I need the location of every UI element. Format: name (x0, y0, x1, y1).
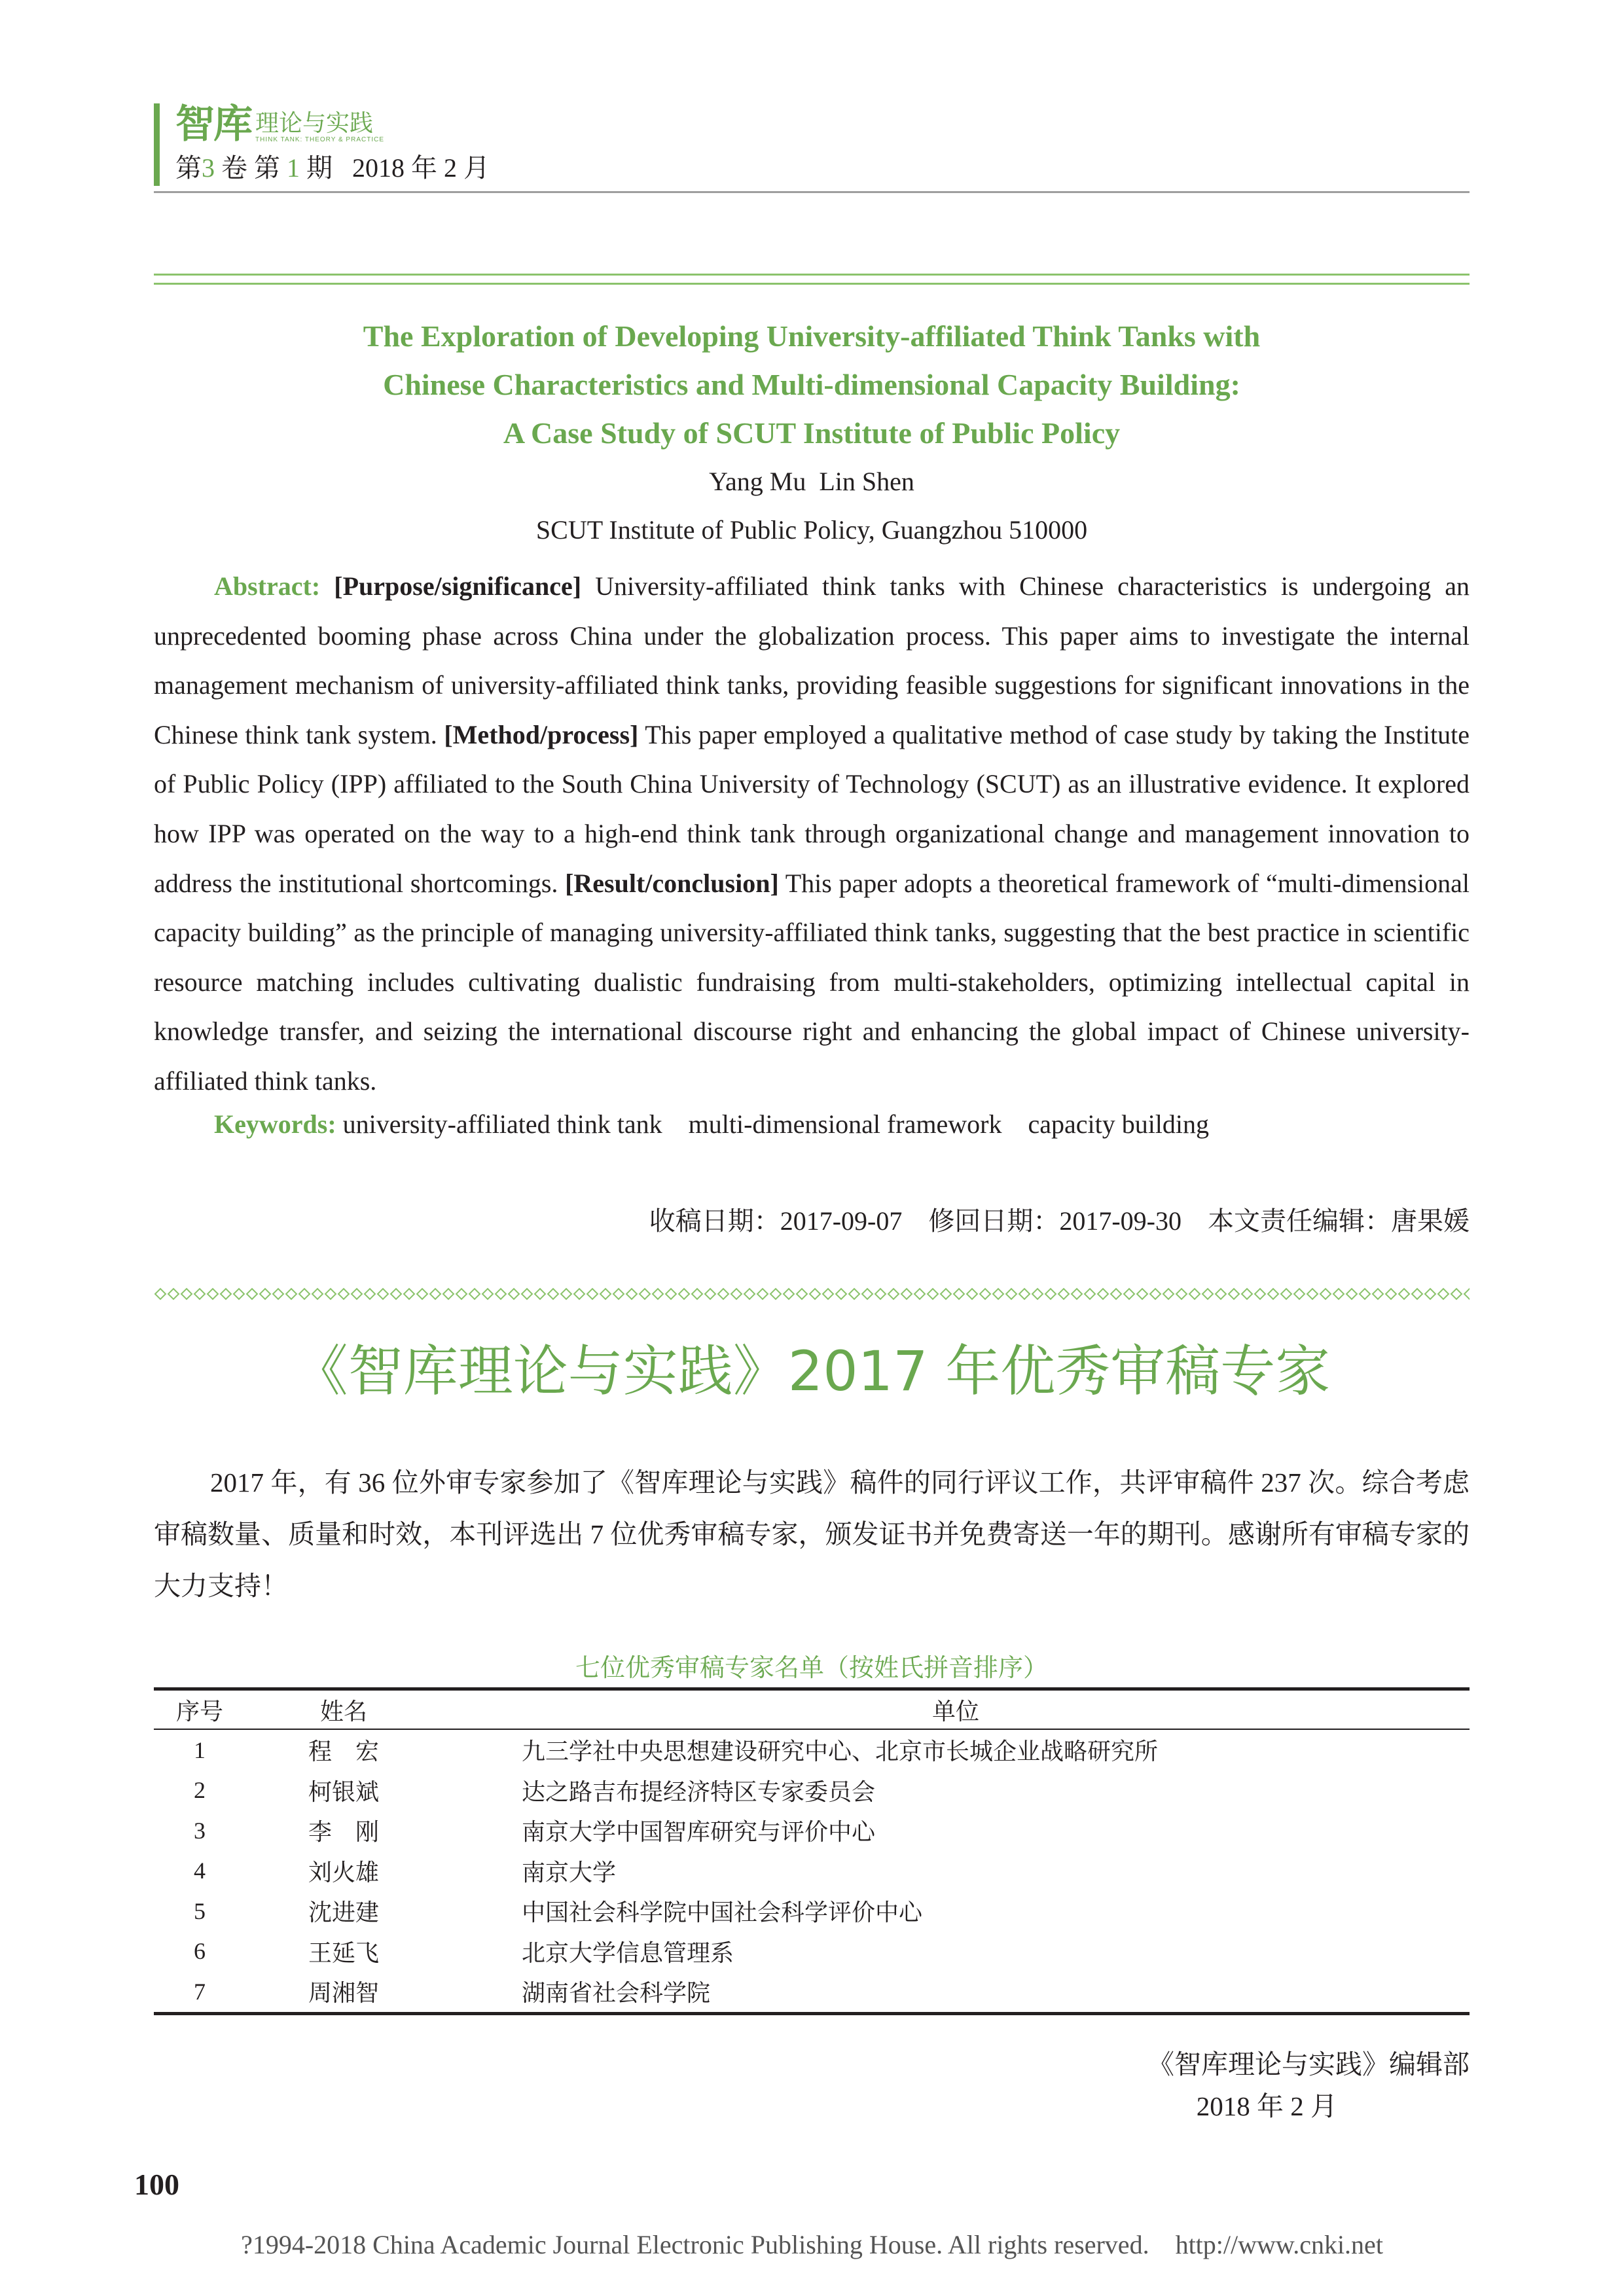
result-text: This paper adopts a theoretical framework of “multi-dimensional capacity building” as the principle of managing university-affiliated think tanks, suggesting that the best practice in scientific resource matching includes cultivating dualistic fundraising from multi-stakeholders, optimizing intellectual capital in knowledge transfer, and seizing the international discourse right and enhancing the global impact of Chinese university-affiliated think tanks. (154, 868, 1470, 1096)
table-caption: 七位优秀审稿专家名单（按姓氏拼音排序） (575, 1653, 1048, 1682)
keywords-label: Keywords: (214, 1109, 336, 1139)
header-name: 姓名 (245, 1689, 442, 1730)
method-label: [Method/process] (444, 719, 639, 749)
table-row (154, 1971, 1470, 2013)
section-rule-top (154, 274, 1470, 276)
abstract-label: Abstract: (214, 571, 321, 601)
row-index: 6 (194, 1938, 206, 1965)
keywords-line (214, 1107, 1209, 1141)
keyword-item: university-affiliated think tank (342, 1109, 662, 1139)
method-text: This paper employed a qualitative method of case study by taking the Institute of Public Policy (IPP) affiliated to the South China University of Technology (SCUT) as an illustrative evidence. It explored how IPP was operated on the way to a high-end think tank through organizational change and management innovation to address the institutional shortcomings. (154, 719, 1470, 898)
copyright-notice: ?1994-2018 China Academic Journal Electronic Publishing House. All rights reserved. http://www.cnki.net (241, 2230, 1383, 2259)
row-index: 2 (194, 1777, 206, 1804)
article-affiliation: SCUT Institute of Public Policy, Guangzhou 510000 (535, 515, 1088, 545)
logo-english-text: THINK TANK: THEORY & PRACTICE (255, 136, 384, 143)
row-name: 王延飞 (308, 1939, 379, 1966)
row-unit: 北京大学信息管理系 (522, 1939, 734, 1966)
table-row (154, 1770, 1470, 1811)
row-index: 5 (194, 1897, 206, 1924)
issue-info: 第3 卷 第 1 期 2018 年 2 月 (175, 153, 490, 183)
row-unit: 达之路吉布提经济特区专家委员会 (522, 1778, 876, 1805)
row-index: 4 (194, 1857, 206, 1884)
header-unit: 单位 (442, 1689, 1470, 1730)
abstract-paragraph (154, 562, 1470, 1106)
row-unit: 九三学社中央思想建设研究中心、北京市长城企业战略研究所 (522, 1738, 1159, 1765)
row-unit: 南京大学 (522, 1859, 617, 1886)
row-name: 程 宏 (308, 1738, 379, 1765)
row-name: 刘火雄 (308, 1859, 379, 1886)
purpose-label: [Purpose/significance] (334, 571, 582, 601)
row-index: 3 (194, 1817, 206, 1844)
issue-number: 1 (287, 153, 300, 183)
row-index: 7 (154, 1971, 245, 2013)
article-title-line-1: The Exploration of Developing University-affiliated Think Tanks with (363, 319, 1261, 353)
signature-date: 2018 年 2 月 (1196, 2091, 1337, 2121)
table-row (154, 1931, 1470, 1972)
article-dates: 收稿日期：2017-09-07 修回日期：2017-09-30 本文责任编辑：唐果媛 (649, 1206, 1470, 1236)
logo-main-text: 智库 (175, 101, 251, 147)
row-name: 周湘智 (245, 1971, 442, 2013)
row-index: 1 (194, 1736, 206, 1763)
reviewer-table (154, 1687, 1470, 2015)
row-unit: 南京大学中国智库研究与评价中心 (522, 1819, 876, 1846)
journal-logo (175, 98, 384, 147)
table-row (154, 1891, 1470, 1931)
notice-title: 《智库理论与实践》2017 年优秀审稿专家 (293, 1339, 1331, 1403)
article-authors: Yang Mu Lin Shen (709, 467, 914, 496)
table-header-row (154, 1689, 1470, 1730)
row-name: 柯银斌 (308, 1778, 379, 1805)
diamond-divider (154, 1285, 1470, 1302)
article-title-line-3: A Case Study of SCUT Institute of Public Policy (503, 416, 1121, 450)
row-unit: 湖南省社会科学院 (442, 1971, 1470, 2013)
section-rule-bottom (154, 283, 1470, 285)
page-number: 100 (134, 2168, 179, 2201)
volume-number: 3 (202, 153, 215, 183)
editorial-signature: 《智库理论与实践》编辑部 (1147, 2049, 1470, 2079)
table-row (154, 1729, 1470, 1770)
row-name: 李 刚 (308, 1819, 379, 1846)
keyword-item: capacity building (1028, 1109, 1210, 1139)
purpose-text: University-affiliated think tanks with Chinese characteristics is undergoing an unprecedented booming phase across China under the globalization process. This paper aims to investigate the internal management mechanism of university-affiliated think tanks, providing feasible suggestions for significant innovations in the Chinese think tank system. (154, 571, 1470, 749)
keyword-item: multi-dimensional framework (688, 1109, 1002, 1139)
table-row (154, 1810, 1470, 1851)
logo-sub-text: 理论与实践 (255, 110, 374, 137)
table-row (154, 1851, 1470, 1892)
header-index: 序号 (154, 1689, 245, 1730)
row-name: 沈进建 (308, 1899, 379, 1926)
notice-body: 2017 年，有 36 位外审专家参加了《智库理论与实践》稿件的同行评议工作，共评审稿件 237 次。综合考虑审稿数量、质量和时效，本刊评选出 7 位优秀审稿专家，颁发证书并免费寄送一年的期刊。感谢所有审稿专家的大力支持！ (154, 1467, 1470, 1601)
header-rule (154, 191, 1470, 193)
result-label: [Result/conclusion] (565, 868, 779, 898)
article-title-line-2: Chinese Characteristics and Multi-dimensional Capacity Building: (383, 368, 1240, 401)
header-accent-bar (154, 103, 160, 186)
row-unit: 中国社会科学院中国社会科学评价中心 (522, 1899, 923, 1926)
